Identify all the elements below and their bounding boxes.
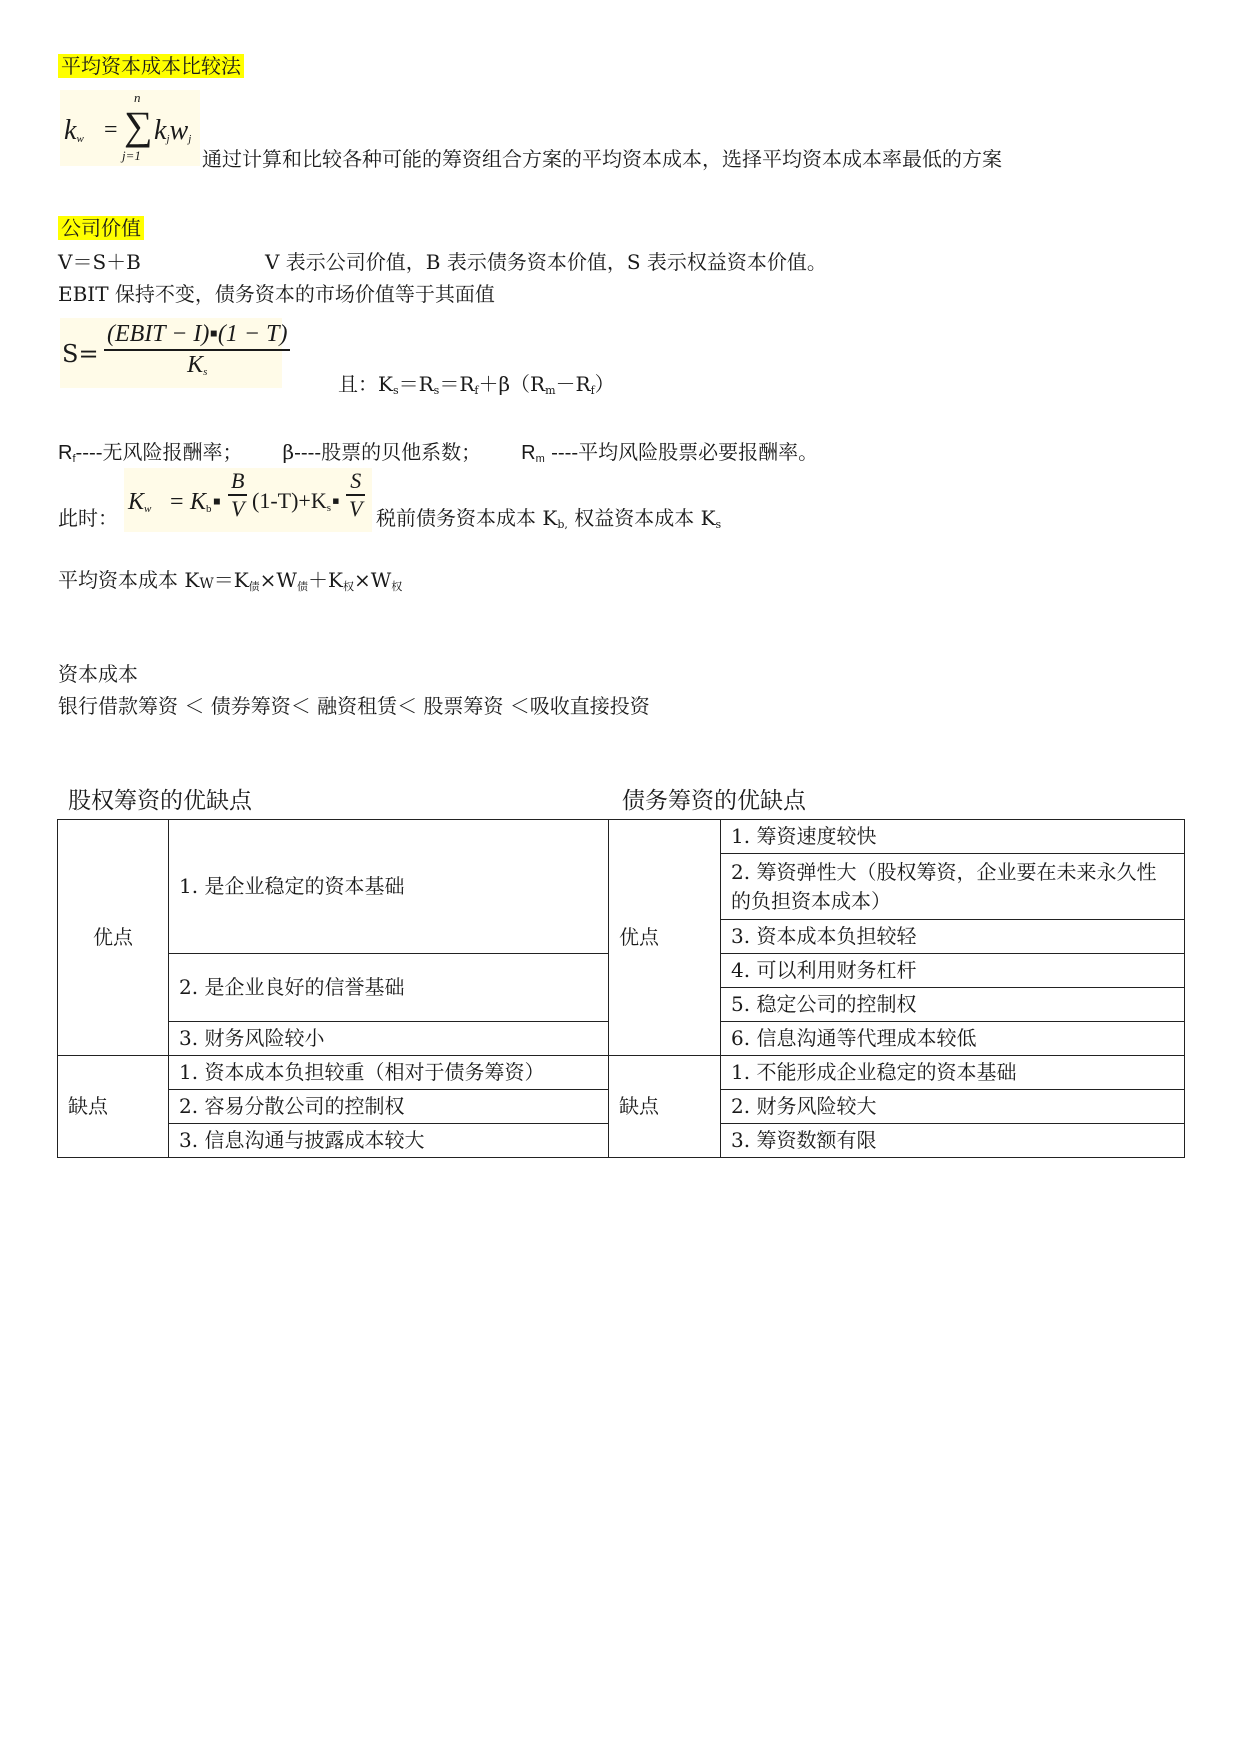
table-row [58, 1056, 1185, 1090]
debt-financing-title: 债务筹资的优缺点 [622, 788, 806, 814]
avg-capital-cost-formula: 平均资本成本 $K_W=K_债\times W_债+K_权\times W_权$ [58, 568, 403, 593]
equity-dis-label: 缺点 [58, 1056, 169, 1158]
equity-adv-item-2: 2. 是企业良好的信誉基础 [169, 954, 609, 1022]
vsb-explanation: V 表示公司价值，B 表示债务资本价值，S 表示权益资本价值。 [265, 250, 827, 274]
v-equals-s-plus-b: V＝S＋B [58, 250, 141, 274]
debt-adv-item-4: 4. 可以利用财务杠杆 [721, 954, 1185, 988]
debt-dis-item-1: 1. 不能形成企业稳定的资本基础 [721, 1056, 1185, 1090]
kw-explanation: 税前债务资本成本 $K_{b,}$ 权益资本成本 $K_s$ [376, 506, 722, 531]
ks-equation: 且：$K_s=R_s=R_f+\beta(R_m-R_f)$ [338, 372, 615, 397]
capital-cost-heading: 资本成本 [58, 662, 138, 686]
equity-adv-label: 优点 [58, 820, 169, 1056]
equity-dis-item-2: 2. 容易分散公司的控制权 [169, 1090, 609, 1124]
table-row [58, 820, 1185, 854]
equity-value-formula: S= (EBIT − I)▪(1 − T) $K_s$ [60, 318, 282, 388]
avg-cost-description: 通过计算和比较各种可能的筹资组合方案的平均资本成本，选择平均资本成本率最低的方案 [202, 147, 1002, 171]
section-heading-company-value: 公司价值 [58, 216, 144, 240]
section-heading-avg-cost: 平均资本成本比较法 [58, 54, 244, 78]
ebit-assumption: EBIT 保持不变，债务资本的市场价值等于其面值 [58, 282, 495, 306]
debt-adv-item-2: 2. 筹资弹性大（股权筹资，企业要在未来永久性的负担资本成本） [721, 854, 1185, 920]
equity-dis-item-1: 1. 资本成本负担较重（相对于债务筹资） [169, 1056, 609, 1090]
symbol-definitions: $R_f----$无风险报酬率； β----股票的贝他系数； $R_m$ ----平均风险股票必要报酬率。 [58, 440, 819, 465]
equity-financing-title: 股权筹资的优缺点 [68, 788, 252, 814]
equity-adv-item-3: 3. 财务风险较小 [169, 1022, 609, 1056]
weighted-cost-formula: $k_w$ = n ∑ j=1 $k_jw_j$ [60, 90, 200, 166]
debt-adv-item-5: 5. 稳定公司的控制权 [721, 988, 1185, 1022]
debt-adv-item-3: 3. 资本成本负担较轻 [721, 920, 1185, 954]
debt-adv-item-6: 6. 信息沟通等代理成本较低 [721, 1022, 1185, 1056]
equity-adv-item-1: 1. 是企业稳定的资本基础 [169, 820, 609, 954]
debt-dis-item-2: 2. 财务风险较大 [721, 1090, 1185, 1124]
debt-dis-label: 缺点 [609, 1056, 721, 1158]
equity-dis-item-3: 3. 信息沟通与披露成本较大 [169, 1124, 609, 1158]
debt-dis-item-3: 3. 筹资数额有限 [721, 1124, 1185, 1158]
debt-adv-item-1: 1. 筹资速度较快 [721, 820, 1185, 854]
kw-prefix: 此时： [58, 506, 118, 530]
financing-comparison-table [57, 819, 1185, 1158]
kw-formula: $K_w$ = $K_b▪$ $\frac{B}{V}$ $(1-T)+K_s▪$ $\frac{S}{V}$ [124, 468, 372, 532]
capital-cost-order: 银行借款筹资 ＜ 债券筹资＜ 融资租赁＜ 股票筹资 ＜吸收直接投资 [58, 694, 650, 718]
debt-adv-label: 优点 [609, 820, 721, 1056]
